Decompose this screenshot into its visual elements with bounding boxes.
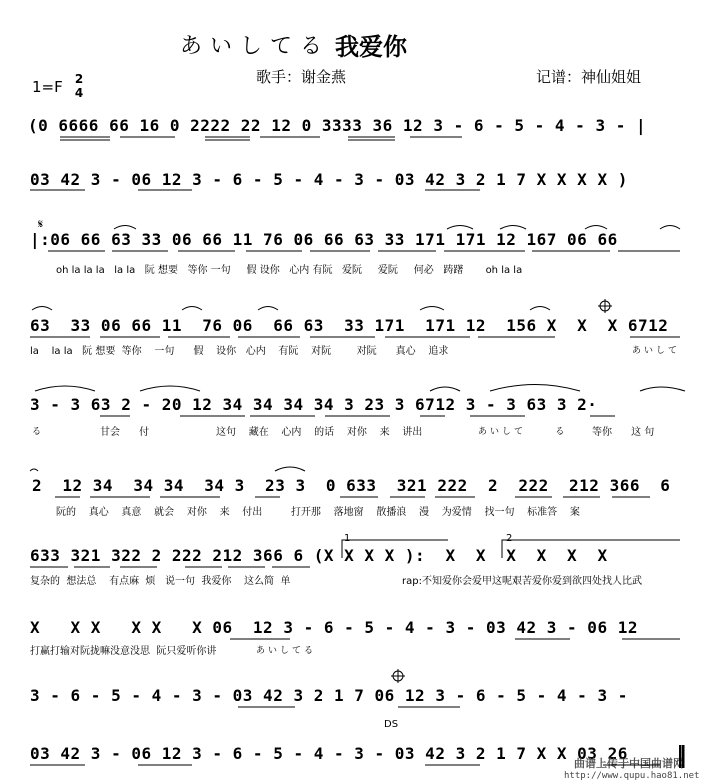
lyrics-line-5-c: 等你 这 句 (592, 427, 655, 438)
score-line-9: 3 - 6 - 5 - 4 - 3 - 03 42 3 2 1 7 06 12 3 - 6 - 5 - 4 - 3 - (30, 686, 628, 705)
time-signature-denominator: 4 (74, 86, 84, 100)
title-japanese: あいしてる (180, 34, 331, 59)
time-signature-numerator: 2 (74, 72, 84, 86)
score-line-2: 03 42 3 - 06 12 3 - 6 - 5 - 4 - 3 - 03 42 3 2 1 7 X X X X ) (30, 170, 628, 189)
rap-lyrics: rap:不知爱你会爱甲这呢艰苦爱你爱到欲四处找人比武 (402, 576, 642, 587)
score-line-8: X X X X X X 06 12 3 - 6 - 5 - 4 - 3 - 03 42 3 - 06 12 (30, 618, 638, 637)
score-line-1: (0 6666 66 16 0 2222 22 12 0 3333 36 12 3 - 6 - 5 - 4 - 3 - | (28, 116, 647, 135)
score-line-7: 633 321 322 2 222 212 366 6 (X X X X ): X X X X X X (30, 546, 608, 565)
title-chinese: 我爱你 (335, 33, 407, 61)
score-line-5: 3 - 3 63 2 - 20 12 34 34 34 34 3 23 3 6712 3 - 3 63 3 2· (30, 395, 598, 414)
lyrics-line-5-japanese-a: る (32, 427, 45, 437)
lyrics-line-8: 打赢打输对阮拢嘛没意没思 阮只爱听你讲 (30, 646, 217, 657)
lyrics-line-4-japanese: あいして (632, 346, 681, 356)
lyrics-line-5-japanese-b: あいして る (478, 427, 568, 437)
dal-segno-marker: DS (384, 719, 399, 730)
lyrics-line-5-b: 这句 藏在 心内 的话 对你 来 讲出 (216, 427, 423, 438)
watermark-text: 曲谱上传于中国曲谱网 (574, 757, 684, 770)
lyrics-line-4: la la la 阮 想要 等你 一句 假 设你 心内 有阮 对阮 对阮 真心 追求 (30, 346, 449, 357)
lyrics-line-8-japanese: あいしてる (256, 646, 317, 656)
transcriber-credit: 记谱：神仙姐姐 (536, 68, 642, 86)
volta-2-label: 2 (506, 533, 513, 544)
svg-text:𝄋: 𝄋 (38, 217, 44, 231)
score-line-10: 03 42 3 - 06 12 3 - 6 - 5 - 4 - 3 - 03 42 3 2 1 7 X X 03 26 (30, 744, 628, 763)
score-line-4: 63 33 06 66 11 76 06 66 63 33 171 171 12 156 X X X 6712 (30, 316, 669, 335)
lyrics-line-5-a: 甘会 付 (100, 427, 150, 438)
singer-credit: 歌手：谢金燕 (256, 68, 347, 86)
lyrics-line-3: oh la la la la la 阮 想要 等你 一句 假 设你 心内 有阮 爱阮 爱阮 何必 踌躇 oh la la (56, 265, 523, 276)
volta-1-label: 1 (344, 533, 351, 544)
lyrics-line-6: 阮的 真心 真意 就会 对你 来 付出 打开那 落地窗 散播浪 漫 为爱情 找一句 标准答 案 (56, 507, 580, 518)
score-line-3: |:06 66 63 33 06 66 11 76 06 66 63 33 171 171 12 167 06 66 (30, 230, 618, 249)
key-signature: 1=F (32, 78, 63, 96)
lyrics-line-7: 复杂的 想法总 有点麻 烦 说一句 我爱你 这么简 单 (30, 576, 291, 587)
score-line-6: 2 12 34 34 34 34 3 23 3 0 633 321 222 2 222 212 366 6 (32, 476, 671, 495)
watermark-url: http://www.qupu.hao81.net (564, 771, 700, 781)
